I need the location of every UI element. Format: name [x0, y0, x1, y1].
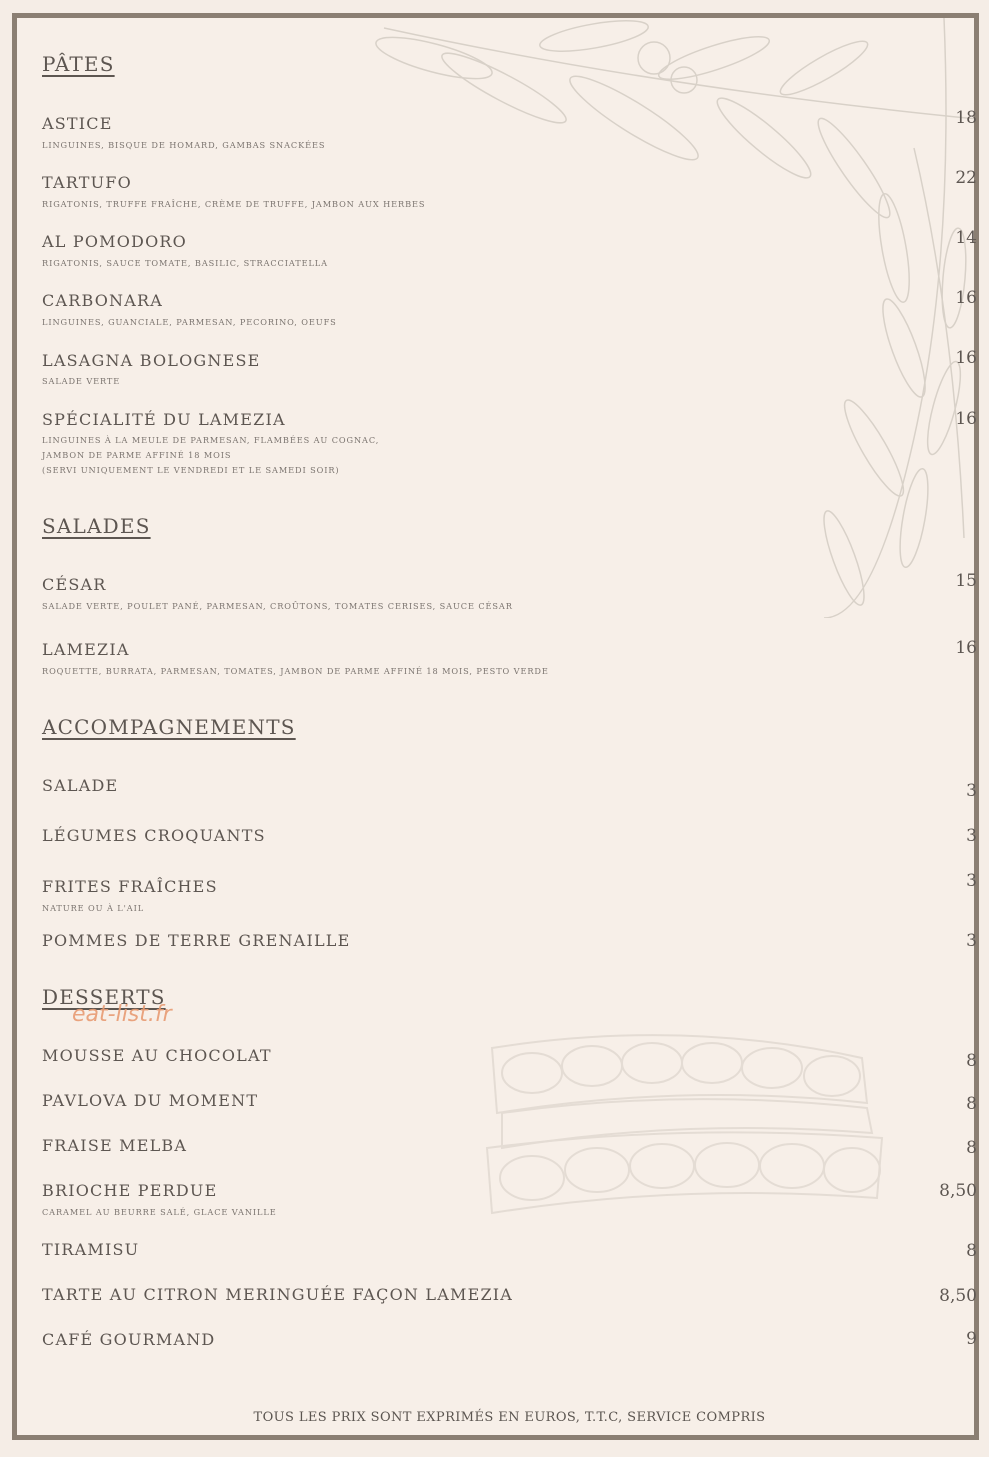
menu-item-price: 15: [955, 571, 977, 591]
menu-item-price: 16: [955, 409, 977, 429]
menu-item-description: (SERVI UNIQUEMENT LE VENDREDI ET LE SAMEDI SOIR): [42, 465, 340, 475]
menu-item-name: LÉGUMES CROQUANTS: [42, 826, 266, 845]
menu-item-description: RIGATONIS, SAUCE TOMATE, BASILIC, STRACCIATELLA: [42, 258, 328, 268]
menu-item-price: 18: [955, 108, 977, 128]
watermark-text: eat-list.fr: [72, 1002, 172, 1027]
menu-item-description: JAMBON DE PARME AFFINÉ 18 MOIS: [42, 450, 232, 460]
menu-item-price: 8: [966, 1138, 977, 1158]
menu-item-price: 3: [966, 781, 977, 801]
menu-item-description: LINGUINES, BISQUE DE HOMARD, GAMBAS SNACKÉES: [42, 140, 326, 150]
menu-frame: [12, 13, 979, 1440]
menu-item-price: 8,50: [939, 1286, 977, 1306]
menu-item-name: FRAISE MELBA: [42, 1136, 188, 1155]
section-title-salades: SALADES: [42, 514, 151, 538]
section-title-pates: PÂTES: [42, 52, 115, 76]
menu-item-name: LASAGNA BOLOGNESE: [42, 351, 261, 370]
menu-item-price: 16: [955, 348, 977, 368]
menu-item-price: 8: [966, 1051, 977, 1071]
menu-item-description: SALADE VERTE, POULET PANÉ, PARMESAN, CROÛTONS, TOMATES CERISES, SAUCE CÉSAR: [42, 601, 513, 611]
menu-item-price: 8: [966, 1094, 977, 1114]
menu-item-description: SALADE VERTE: [42, 376, 121, 386]
tiramisu-illustration: [462, 1008, 907, 1233]
menu-item-description: LINGUINES À LA MEULE DE PARMESAN, FLAMBÉES AU COGNAC,: [42, 435, 380, 445]
menu-item-name: TARTUFO: [42, 173, 132, 192]
menu-item-price: 14: [955, 228, 977, 248]
section-title-desserts: DESSERTS: [42, 985, 166, 1009]
menu-item-price: 8,50: [939, 1181, 977, 1201]
menu-item-price: 9: [966, 1329, 977, 1349]
menu-item-price: 8: [966, 1241, 977, 1261]
menu-item-description: RIGATONIS, TRUFFE FRAÎCHE, CRÈME DE TRUFFE, JAMBON AUX HERBES: [42, 199, 426, 209]
menu-item-name: TARTE AU CITRON MERINGUÉE FAÇON LAMEZIA: [42, 1285, 514, 1304]
menu-item-name: LAMEZIA: [42, 640, 130, 659]
olive-branch-illustration: [354, 18, 974, 618]
menu-item-price: 3: [966, 826, 977, 846]
menu-item-name: TIRAMISU: [42, 1240, 140, 1259]
menu-item-price: 16: [955, 288, 977, 308]
menu-item-name: FRITES FRAÎCHES: [42, 877, 218, 896]
menu-item-description: NATURE OU À L'AIL: [42, 903, 145, 913]
menu-item-name: PAVLOVA DU MOMENT: [42, 1091, 259, 1110]
menu-item-description: CARAMEL AU BEURRE SALÉ, GLACE VANILLE: [42, 1207, 277, 1217]
menu-item-name: ASTICE: [42, 114, 113, 133]
menu-item-name: POMMES DE TERRE GRENAILLE: [42, 931, 351, 950]
menu-item-price: 3: [966, 871, 977, 891]
menu-item-name: BRIOCHE PERDUE: [42, 1181, 218, 1200]
menu-item-price: 3: [966, 931, 977, 951]
menu-item-name: SALADE: [42, 776, 119, 795]
menu-item-name: CARBONARA: [42, 291, 163, 310]
menu-item-name: CÉSAR: [42, 575, 107, 594]
menu-item-price: 16: [955, 638, 977, 658]
menu-item-description: ROQUETTE, BURRATA, PARMESAN, TOMATES, JAMBON DE PARME AFFINÉ 18 MOIS, PESTO VERDE: [42, 666, 549, 676]
price-disclaimer: TOUS LES PRIX SONT EXPRIMÉS EN EUROS, T.T.C, SERVICE COMPRIS: [253, 1410, 766, 1425]
menu-item-name: CAFÉ GOURMAND: [42, 1330, 216, 1349]
menu-item-description: LINGUINES, GUANCIALE, PARMESAN, PECORINO, OEUFS: [42, 317, 337, 327]
menu-item-name: SPÉCIALITÉ DU LAMEZIA: [42, 410, 286, 429]
menu-item-name: MOUSSE AU CHOCOLAT: [42, 1046, 272, 1065]
menu-item-name: AL POMODORO: [42, 232, 187, 251]
section-title-accompagnements: ACCOMPAGNEMENTS: [42, 715, 296, 739]
menu-item-price: 22: [955, 168, 977, 188]
